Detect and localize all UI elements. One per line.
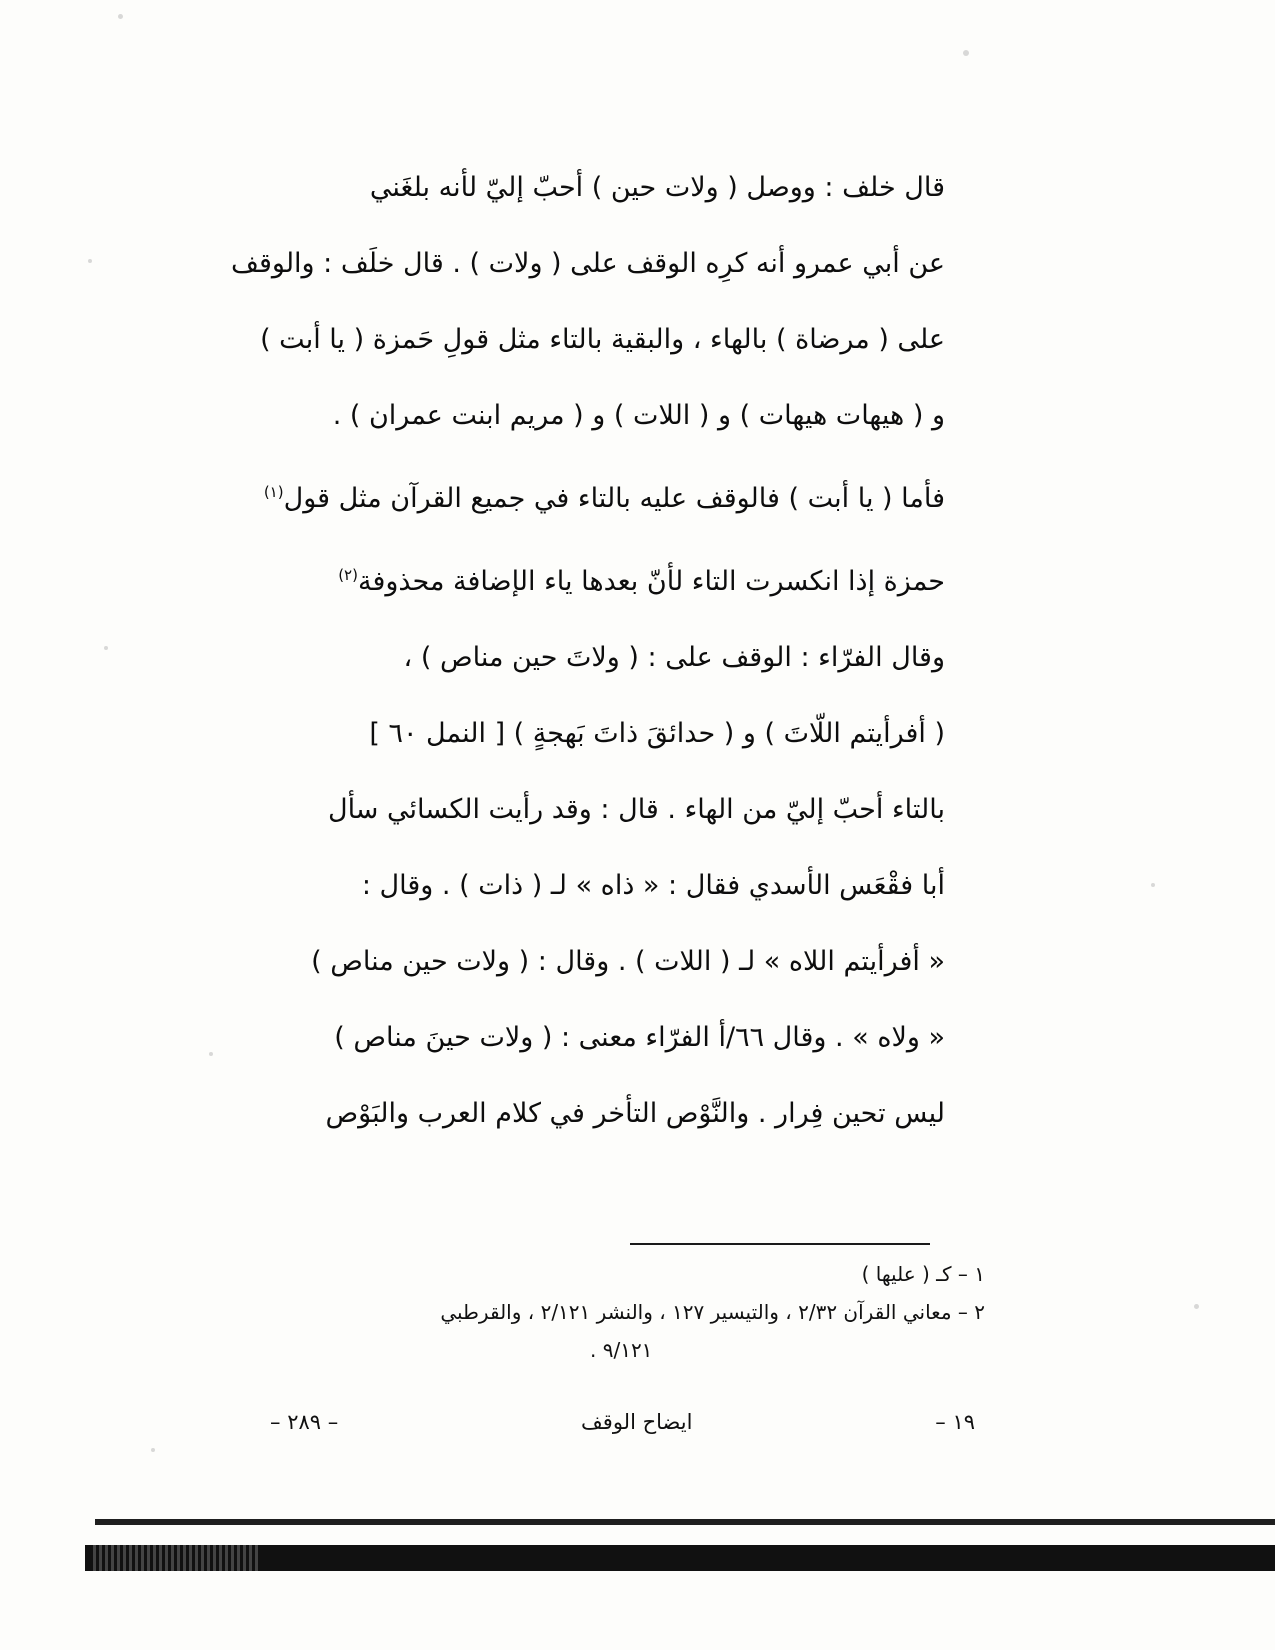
footnote-ref-1: (١) <box>263 483 284 501</box>
body-line: أبا فقْعَس الأسدي فقال : « ذاه » لـ ( ذات ) . وقال : <box>361 870 945 901</box>
scan-speckle <box>118 14 123 19</box>
book-title: ايضاح الوقف <box>581 1410 693 1434</box>
body-line: بالتاء أحبّ إليّ من الهاء . قال : وقد رأيت الكسائي سأل <box>327 794 945 825</box>
volume-mark: ١٩ – <box>935 1410 975 1434</box>
scan-speckle <box>963 50 969 56</box>
scan-speckle <box>104 646 108 650</box>
body-line: « أفرأيتم اللاه » لـ ( اللات ) . وقال : ( ولات حين مناص ) <box>311 946 945 977</box>
scan-edge-texture <box>90 1545 260 1571</box>
body-line-text: فأما ( يا أبت ) فالوقف عليه بالتاء في جميع القرآن مثل قول <box>283 483 945 514</box>
scan-speckle <box>1151 883 1155 887</box>
scan-edge-bar <box>85 1545 1275 1571</box>
body-line: « ولاه » . وقال ٦٦/أ الفرّاء معنى : ( ولات حينَ مناص ) <box>334 1022 945 1053</box>
page-number: – ٢٨٩ – <box>270 1410 339 1434</box>
scan-speckle <box>151 1448 155 1452</box>
footnote-item: ٩/١٢١ . <box>590 1338 653 1362</box>
body-line: ليس تحين فِرار . والنَّوْص التأخر في كلام العرب والبَوْص <box>325 1098 945 1129</box>
body-line: عن أبي عمرو أنه كرِه الوقف على ( ولات ) . قال خلَف : والوقف <box>231 248 945 279</box>
scan-edge-line <box>95 1519 1275 1525</box>
body-line-with-footnote-ref <box>240 454 945 537</box>
scan-speckle <box>88 259 92 263</box>
body-text <box>231 150 945 1152</box>
scan-speckle <box>1194 1304 1199 1309</box>
body-line-text: حمزة إذا انكسرت التاء لأنّ بعدها ياء الإضافة محذوفة <box>357 566 945 597</box>
footnote-item: ١ – كـ ( عليها ) <box>861 1262 985 1286</box>
body-line: ( أفرأيتم اللّاتَ ) و ( حدائقَ ذاتَ بَهجةٍ ) [ النمل ٦٠ ] <box>369 718 945 749</box>
footnote-item: ٢ – معاني القرآن ٢/٣٢ ، والتيسير ١٢٧ ، والنشر ٢/١٢١ ، والقرطبي <box>440 1300 985 1324</box>
body-line: على ( مرضاة ) بالهاء ، والبقية بالتاء مثل قولِ حَمزة ( يا أبت ) <box>260 324 945 355</box>
scan-speckle <box>209 1052 213 1056</box>
body-line: و ( هيهات هيهات ) و ( اللات ) و ( مريم ابنت عمران ) . <box>332 400 945 431</box>
body-line: وقال الفرّاء : الوقف على : ( ولاتَ حين مناص ) ، <box>403 642 945 673</box>
body-line-with-footnote-ref <box>240 537 945 620</box>
page-footer <box>270 1410 975 1434</box>
footnotes <box>260 1255 985 1369</box>
body-line: قال خلف : ووصل ( ولات حين ) أحبّ إليّ لأنه بلغَني <box>369 172 945 203</box>
footnote-ref-2: (٢) <box>338 566 358 584</box>
footnote-separator <box>630 1243 930 1245</box>
